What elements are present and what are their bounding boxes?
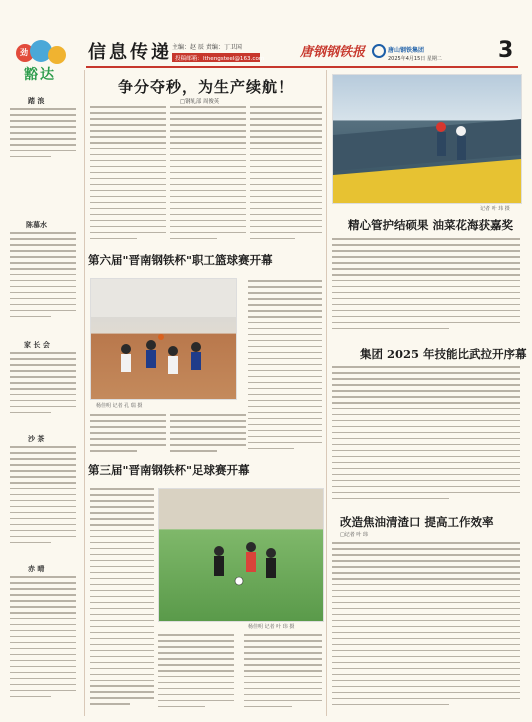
basketball-players-illustration: [91, 279, 236, 399]
football-headline: 第三届"晋南钢铁杯"足球赛开幕: [88, 463, 250, 477]
football-players-illustration: [159, 489, 323, 621]
basketball-body-col1: [90, 414, 166, 454]
banner-main-text: 豁达: [24, 67, 56, 83]
solar-headline: 精心管护结硕果 油菜花海获嘉奖: [348, 218, 514, 232]
solar-panels-illustration: [333, 75, 521, 203]
basketball-caption: 杨佳明 记者 孔 瑞 摄: [96, 403, 143, 409]
poem-1-body: [10, 108, 76, 168]
coking-byline: □记者 叶 玮: [340, 532, 368, 538]
editor-line: 主编：赵 辰 责编：丁卫国: [172, 44, 242, 51]
sidebar-banner: [10, 38, 78, 90]
masthead-rule: [86, 66, 518, 68]
solar-photo: [332, 74, 522, 204]
poem-4-title: 沙 茶: [28, 435, 45, 443]
section-title: 信息传递: [88, 42, 172, 63]
basketball-body-col3: [248, 280, 322, 454]
sidebar-divider: [84, 70, 85, 716]
poem-2-body: [10, 232, 76, 332]
poem-5-title: 赤 晴: [28, 565, 45, 573]
skills-body: [332, 366, 520, 506]
sidebar: [6, 36, 82, 716]
lead-headline: 争分夺秒，为生产续航！: [118, 78, 295, 96]
football-body-col3: [244, 634, 322, 714]
logo-text: 唐山钢铁集团: [388, 47, 425, 54]
football-body-col2: [158, 634, 234, 714]
football-photo: [158, 488, 324, 622]
company-logo: [372, 44, 386, 58]
skills-headline: 集团 2025 年技能比武拉开序幕: [360, 347, 527, 361]
email-text: 投稿邮箱：lthengsteel@163.com: [175, 56, 265, 62]
poem-3-body: [10, 352, 76, 422]
paper-name: 唐钢钢铁报: [300, 45, 366, 60]
coking-headline: 改造焦油清渣口 提高工作效率: [340, 515, 494, 529]
solar-body: [332, 238, 520, 338]
poem-1-title: 踏 浪: [28, 97, 45, 105]
football-caption: 杨佳明 记者 叶 玮 摄: [248, 624, 295, 630]
issue-date: 2025年4月15日 星期二: [388, 56, 442, 62]
poem-3-title: 家 长 会: [24, 341, 50, 349]
banner-top-text: 劲: [20, 48, 28, 57]
center-divider: [326, 70, 327, 716]
basketball-body-col2: [170, 414, 246, 454]
lead-body-col2: [170, 106, 246, 242]
page-number: 3: [498, 38, 514, 63]
poem-5-body: [10, 576, 76, 711]
basketball-headline: 第六届"晋南钢铁杯"职工篮球赛开幕: [88, 253, 273, 267]
lead-byline: □钢轧部 周俊英: [180, 99, 220, 105]
lead-body-col3: [250, 106, 322, 242]
solar-caption: 记者 叶 玮 摄: [480, 206, 510, 212]
poem-4-body: [10, 446, 76, 556]
banner-bubble-3: [48, 46, 66, 64]
basketball-photo: [90, 278, 237, 400]
poem-2-title: 陈慕水: [26, 221, 47, 229]
coking-body: [332, 542, 520, 714]
lead-body-col1: [90, 106, 166, 242]
football-body-col1: [90, 488, 154, 714]
